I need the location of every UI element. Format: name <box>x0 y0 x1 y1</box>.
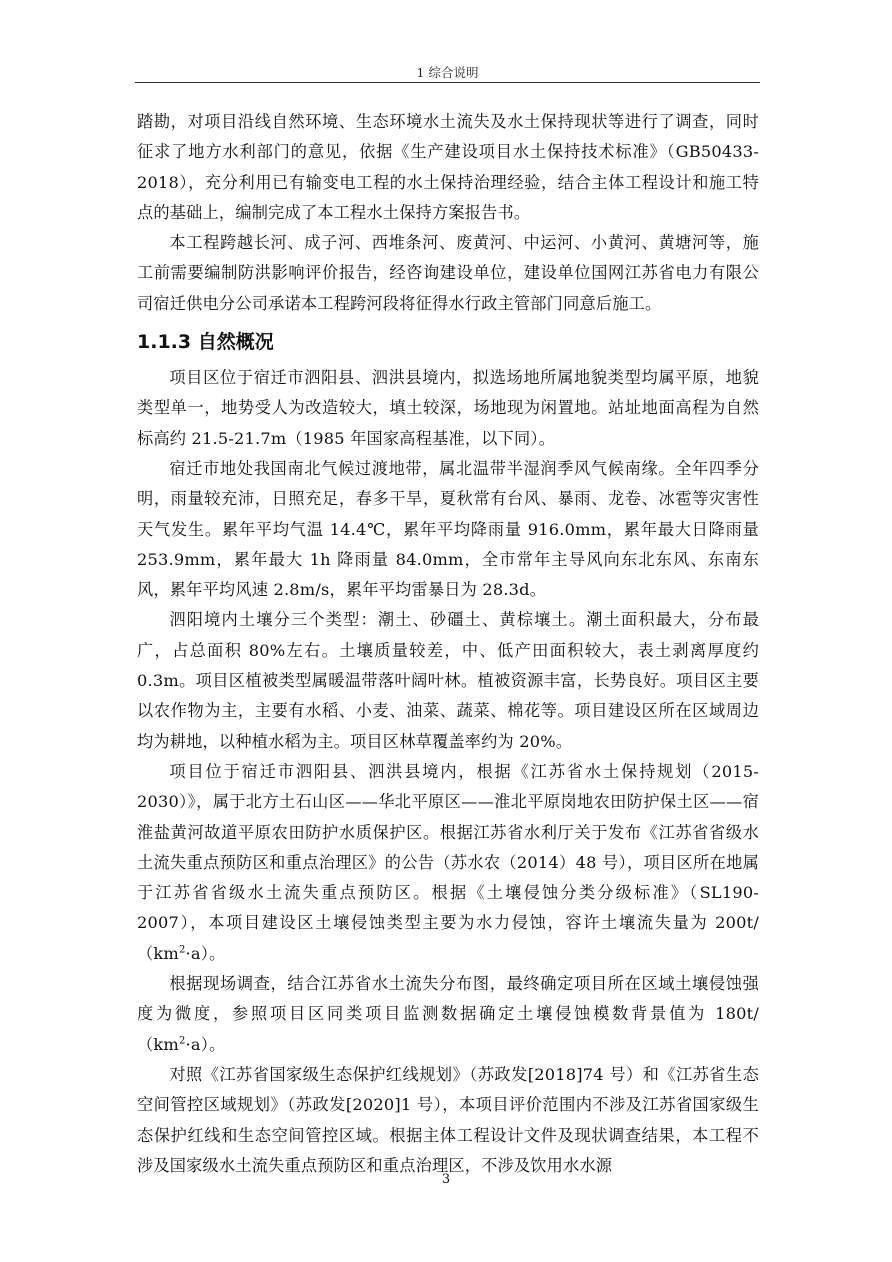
paragraph-zoning-tail: ·a）。 <box>185 943 226 963</box>
document-body <box>137 107 759 1181</box>
page-number: 3 <box>441 1172 451 1187</box>
paragraph-erosion-text: 根据现场调查，结合江苏省水土流失分布图，最终确定项目所在区域土壤侵蚀强度为微度，参照项目区同类项目监测数据确定土壤侵蚀模数背景值为 180t/（km <box>137 974 759 1054</box>
paragraph-zoning-text: 项目位于宿迁市泗阳县、泗洪县境内，根据《江苏省水土保持规划（2015-2030）》，属于北方土石山区——华北平原区——淮北平原岗地农田防护保土区——宿淮盐黄河故道平原农田防护水质保护区。根据江苏省水利厅关于发布《江苏省省级水土流失重点预防区和重点治理区》的公告（苏水农（2014）48 号），项目区所在地属于江苏省省级水土流失重点预防区。根据《土壤侵蚀分类分级标准》（SL190-2007），本项目建设区土壤侵蚀类型主要为水力侵蚀，容许土壤流失量为 200t/（km <box>137 761 759 963</box>
superscript-2: 2 <box>178 944 186 956</box>
page-header: 1 综合说明 <box>416 65 479 80</box>
paragraph-climate: 宿迁市地处我国南北气候过渡地带，属北温带半湿润季风气候南缘。全年四季分明，雨量较充沛，日照充足，春多干旱，夏秋常有台风、暴雨、龙卷、冰雹等灾害性天气发生。累年平均气温 14.4℃，累年平均降雨量 916.0mm，累年最大日降雨量 253.9mm，累年最大 1h 降雨量 84.0mm，全市常年主导风向东北东风、东南东风，累年平均风速 2.8m/s，累年平均雷暴日为 28.3d。 <box>137 458 759 600</box>
paragraph-zoning <box>137 757 759 969</box>
superscript-2: 2 <box>178 1035 186 1047</box>
paragraph-soil: 泗阳境内土壤分三个类型：潮土、砂礓土、黄棕壤土。潮土面积最大，分布最广，占总面积 80%左右。土壤质量较差，中、低产田面积较大，表土剥离厚度约 0.3m。项目区植被类型属暖温带落叶阔叶林。植被资源丰富，长势良好。项目区主要以农作物为主，主要有水稻、小麦、油菜、蔬菜、棉花等。项目建设区所在区域周边均为耕地，以种植水稻为主。项目区林草覆盖率约为 20%。 <box>137 610 759 751</box>
header-divider <box>135 82 760 83</box>
section-heading: 1.1.3 自然概况 <box>137 331 274 354</box>
paragraph-erosion <box>137 969 759 1060</box>
paragraph-survey: 踏勘，对项目沿线自然环境、生态环境水土流失及水土保持现状等进行了调查，同时征求了地方水利部门的意见，依据《生产建设项目水土保持技术标准》（GB50433-2018），充分利用已有输变电工程的水土保持治理经验，结合主体工程设计和施工特点的基础上，编制完成了本工程水土保持方案报告书。 <box>137 112 759 222</box>
paragraph-river-crossing: 本工程跨越长河、成子河、西堆条河、废黄河、中运河、小黄河、黄塘河等，施工前需要编制防洪影响评价报告，经咨询建设单位，建设单位国网江苏省电力有限公司宿迁供电分公司承诺本工程跨河段将征得水行政主管部门同意后施工。 <box>137 233 759 313</box>
paragraph-ecology: 对照《江苏省国家级生态保护红线规划》（苏政发[2018]74 号）和《江苏省生态空间管控区域规划》（苏政发[2020]1 号），本项目评价范围内不涉及江苏省国家级生态保护红线和生态空间管控区域。根据主体工程设计文件及现状调查结果，本工程不涉及国家级水土流失重点预防区和重点治理区，不涉及饮用水水源 <box>137 1064 759 1175</box>
paragraph-location: 项目区位于宿迁市泗阳县、泗洪县境内，拟选场地所属地貌类型均属平原，地貌类型单一，地势受人为改造较大，填土较深，场地现为闲置地。站址地面高程为自然标高约 21.5-21.7m（1985 年国家高程基准，以下同）。 <box>137 368 759 448</box>
paragraph-erosion-tail: ·a）。 <box>185 1034 226 1054</box>
